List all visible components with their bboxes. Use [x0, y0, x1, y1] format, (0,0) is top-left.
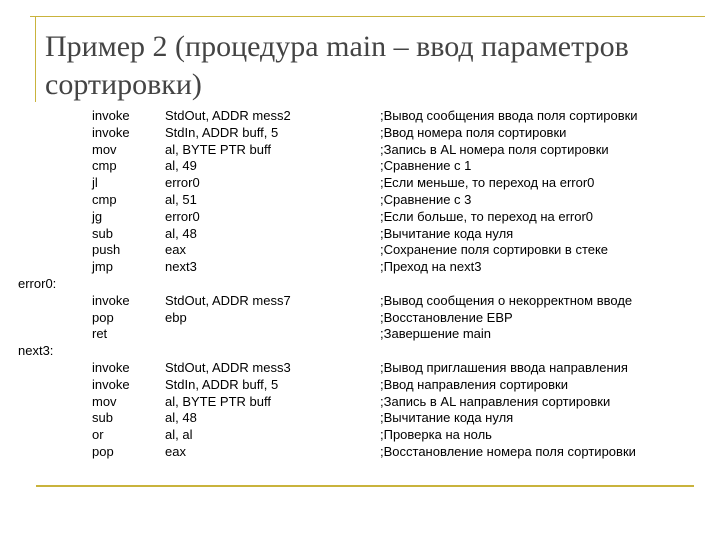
bottom-rule	[36, 485, 694, 487]
code-operands: StdOut, ADDR mess2	[165, 108, 291, 123]
code-label-row	[0, 343, 720, 360]
code-operands: eax	[165, 443, 186, 459]
code-line	[0, 142, 720, 159]
code-line	[0, 293, 720, 310]
code-line	[0, 360, 720, 377]
code-comment: ;Завершение main	[380, 326, 492, 342]
code-operands: next3	[165, 259, 197, 275]
code-operands: al, 48	[165, 410, 197, 426]
code-instruction: pop	[92, 309, 114, 325]
code-comment: ;Вычитание кода нуля	[380, 225, 514, 241]
code-line	[0, 192, 720, 209]
code-operands: ebp	[165, 309, 187, 325]
code-operands: StdOut, ADDR mess7	[165, 292, 291, 308]
code-operands: al, 48	[165, 225, 197, 241]
code-line	[0, 377, 720, 394]
code-comment: ;Вывод сообщения о некорректном вводе	[380, 292, 633, 308]
code-line	[0, 310, 720, 327]
code-comment: ;Если меньше, то переход на error0	[380, 175, 595, 191]
code-line	[0, 259, 720, 276]
code-line	[0, 108, 720, 125]
code-label: next3:	[18, 343, 54, 359]
code-instruction: invoke	[92, 292, 130, 308]
code-operands: StdOut, ADDR mess3	[165, 359, 291, 375]
code-line	[0, 427, 720, 444]
code-instruction: pop	[92, 443, 114, 459]
code-operands: error0	[165, 175, 200, 191]
code-operands: error0	[165, 208, 200, 224]
code-instruction: jmp	[92, 259, 113, 275]
code-operands: al, BYTE PTR buff	[165, 393, 271, 409]
code-instruction: mov	[92, 393, 117, 409]
code-instruction: sub	[92, 225, 113, 241]
code-listing	[0, 108, 720, 461]
code-instruction: mov	[92, 141, 117, 157]
code-instruction: sub	[92, 410, 113, 426]
code-line	[0, 209, 720, 226]
code-line	[0, 175, 720, 192]
code-comment: ;Восстановление EBP	[380, 309, 513, 325]
code-comment: ;Если больше, то переход на error0	[380, 208, 594, 224]
code-comment: ;Вывод сообщения ввода поля сортировки	[380, 108, 638, 123]
code-comment: ;Ввод направления сортировки	[380, 376, 568, 392]
code-operands: al, al	[165, 427, 193, 443]
left-rule	[35, 16, 36, 102]
code-instruction: cmp	[92, 191, 117, 207]
code-line	[0, 326, 720, 343]
code-instruction: push	[92, 242, 121, 258]
code-label-row	[0, 276, 720, 293]
code-instruction: invoke	[92, 108, 130, 123]
code-comment: ;Сравнение с 1	[380, 158, 472, 174]
code-comment: ;Ввод номера поля сортировки	[380, 124, 567, 140]
code-comment: ;Сравнение с 3	[380, 191, 472, 207]
code-line	[0, 158, 720, 175]
code-operands: eax	[165, 242, 186, 258]
code-comment: ;Запись в AL направления сортировки	[380, 393, 611, 409]
code-instruction: cmp	[92, 158, 117, 174]
code-instruction: ret	[92, 326, 108, 342]
code-line	[0, 410, 720, 427]
code-operands: StdIn, ADDR buff, 5	[165, 124, 279, 140]
top-rule	[30, 16, 705, 17]
code-instruction: jl	[92, 175, 98, 191]
code-comment: ;Запись в AL номера поля сортировки	[380, 141, 609, 157]
code-line	[0, 394, 720, 411]
code-instruction: invoke	[92, 359, 130, 375]
code-instruction: jg	[92, 208, 103, 224]
code-line	[0, 226, 720, 243]
code-line	[0, 125, 720, 142]
code-instruction: or	[92, 427, 104, 443]
code-comment: ;Вычитание кода нуля	[380, 410, 514, 426]
code-operands: al, BYTE PTR buff	[165, 141, 271, 157]
code-instruction: invoke	[92, 124, 130, 140]
code-line	[0, 242, 720, 259]
code-comment: ;Восстановление номера поля сортировки	[380, 443, 636, 459]
code-comment: ;Проверка на ноль	[380, 427, 492, 443]
code-label: error0:	[18, 275, 57, 291]
code-comment: ;Вывод приглашения ввода направления	[380, 359, 628, 375]
code-line	[0, 444, 720, 461]
code-operands: al, 49	[165, 158, 197, 174]
code-instruction: invoke	[92, 376, 130, 392]
code-comment: ;Преход на next3	[380, 259, 482, 275]
code-operands: al, 51	[165, 191, 197, 207]
code-operands: StdIn, ADDR buff, 5	[165, 376, 279, 392]
code-comment: ;Сохранение поля сортировки в стеке	[380, 242, 609, 258]
slide-title: Пример 2 (процедура main – ввод параметров сортировки)	[45, 30, 629, 101]
